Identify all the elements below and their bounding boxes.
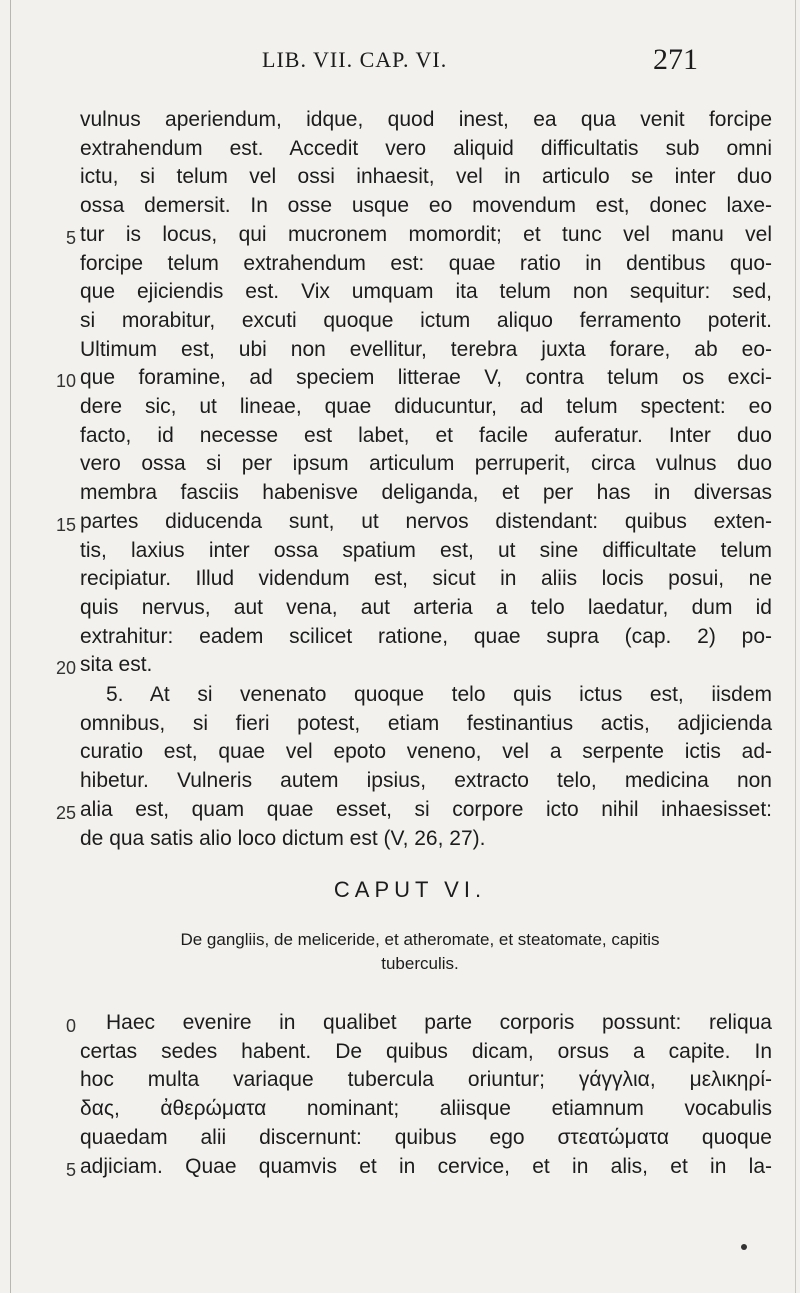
ink-speck: [741, 1244, 747, 1250]
line-text: facto, id necesse est labet, et facile auferatur. Inter duo: [80, 423, 772, 447]
text-line: [48, 710, 778, 738]
line-text: dere sic, ut lineae, quae diducuntur, ad telum spectent: eo: [80, 395, 772, 418]
text-line: [48, 1038, 778, 1066]
text-line: [48, 1095, 778, 1123]
running-title: LIB. VII. CAP. VI.: [262, 47, 448, 72]
line-text: 5. At si venenato quoque telo quis ictus est, iisdem: [106, 683, 772, 706]
text-line: [48, 106, 778, 134]
text-line: [48, 1124, 778, 1152]
line-text: adjiciam. Quae quamvis et in cervice, et in alis, et in la-: [80, 1154, 772, 1178]
text-line: [48, 135, 778, 163]
text-line: [48, 364, 778, 392]
line-number: 10: [55, 371, 76, 392]
text-line: [48, 594, 778, 622]
chapter-subtitle-line-1: De gangliis, de meliceride, et atheromate, et steatomate, capitis: [180, 930, 660, 949]
line-text: Haec evenire in qualibet parte corporis possunt: reliqua: [106, 1011, 772, 1034]
page-header: [0, 43, 800, 87]
line-text: partes diducenda sunt, ut nervos distendant: quibus exten-: [80, 509, 772, 533]
line-text: tur is locus, qui mucronem momordit; et tunc vel manu vel: [80, 222, 772, 246]
text-line: [48, 336, 778, 364]
text-line: [48, 681, 778, 709]
line-number: 5: [65, 1159, 76, 1180]
text-line: [48, 1066, 778, 1094]
text-line: [48, 250, 778, 278]
line-number: 0: [65, 1016, 76, 1036]
text-line: [48, 221, 778, 249]
text-line: [48, 738, 778, 766]
line-text: quis nervus, aut vena, aut arteria a telo laedatur, dum id: [80, 595, 772, 619]
line-text: de qua satis alio loco dictum est (V, 26, 27).: [80, 826, 486, 850]
text-line: [48, 508, 778, 536]
line-text: membra fasciis habenisve deliganda, et per has in diversas: [80, 481, 772, 505]
line-number: 25: [55, 802, 76, 823]
text-line: [48, 479, 778, 507]
text-line: [48, 623, 778, 651]
line-text: curatio est, quae vel epoto veneno, vel a serpente ictis ad-: [80, 740, 772, 764]
line-text: recipiatur. Illud videndum est, sicut in aliis locis posui, ne: [80, 567, 772, 591]
line-text: tis, laxius inter ossa spatium est, ut sine difficultate telum: [80, 538, 772, 562]
line-text: alia est, quam quae esset, si corpore icto nihil inhaesisset:: [80, 797, 772, 821]
text-line: [48, 393, 778, 421]
line-text: si morabitur, excuti quoque ictum aliquo ferramento poterit.: [80, 308, 772, 332]
text-line: [48, 651, 778, 679]
line-text: ossa demersit. In osse usque eo movendum est, donec laxe-: [80, 194, 772, 218]
text-line: [48, 192, 778, 220]
line-text: quaedam alii discernunt: quibus ego στεατώματα quoque: [80, 1125, 772, 1149]
line-number: 20: [55, 658, 76, 679]
line-text: vulnus aperiendum, idque, quod inest, ea qua venit forcipe: [80, 108, 772, 131]
text-line: [48, 565, 778, 593]
chapter-subtitle-line-2: tuberculis.: [381, 954, 459, 973]
text-line: [48, 767, 778, 795]
page-edge-right: [795, 0, 796, 1293]
text-line: [48, 1009, 778, 1037]
line-text: certas sedes habent. De quibus dicam, orsus a capite. In: [80, 1039, 772, 1063]
line-text: extrahendum est. Accedit vero aliquid difficultatis sub omni: [80, 136, 772, 160]
line-text: forcipe telum extrahendum est: quae ratio in dentibus quo-: [80, 251, 772, 275]
line-text: hoc multa variaque tubercula oriuntur; γάγγλια, μελικηρί-: [80, 1068, 772, 1092]
line-text: sita est.: [80, 653, 153, 677]
line-text: δας, ἀθερώματα nominant; aliisque etiamnum vocabulis: [80, 1097, 772, 1121]
text-line: [48, 450, 778, 478]
line-number: 5: [65, 227, 76, 248]
text-line: [48, 307, 778, 335]
line-text: hibetur. Vulneris autem ipsius, extracto telo, medicina non: [80, 769, 772, 793]
line-text: Ultimum est, ubi non evellitur, terebra juxta forare, ab eo-: [80, 337, 772, 361]
text-line: [48, 163, 778, 191]
text-line: [48, 278, 778, 306]
text-line: [48, 422, 778, 450]
text-line: [48, 537, 778, 565]
page-edge-left: [10, 0, 11, 1293]
line-text: extrahitur: eadem scilicet ratione, quae supra (cap. 2) po-: [80, 624, 772, 648]
page-number: 271: [653, 43, 698, 76]
line-text: omnibus, si fieri potest, etiam festinantius actis, adjicienda: [80, 711, 772, 735]
line-text: que foramine, ad speciem litterae V, contra telum os exci-: [80, 366, 772, 390]
text-line: [48, 796, 778, 824]
text-line: [48, 1153, 778, 1181]
line-number: 15: [55, 514, 76, 535]
line-text: que ejiciendis est. Vix umquam ita telum non sequitur: sed,: [80, 280, 772, 304]
text-line: [48, 825, 778, 853]
line-text: vero ossa si per ipsum articulum perruperit, circa vulnus duo: [80, 452, 772, 476]
line-text: ictu, si telum vel ossi inhaesit, vel in articulo se inter duo: [80, 165, 772, 189]
chapter-title: CAPUT VI.: [333, 877, 487, 902]
